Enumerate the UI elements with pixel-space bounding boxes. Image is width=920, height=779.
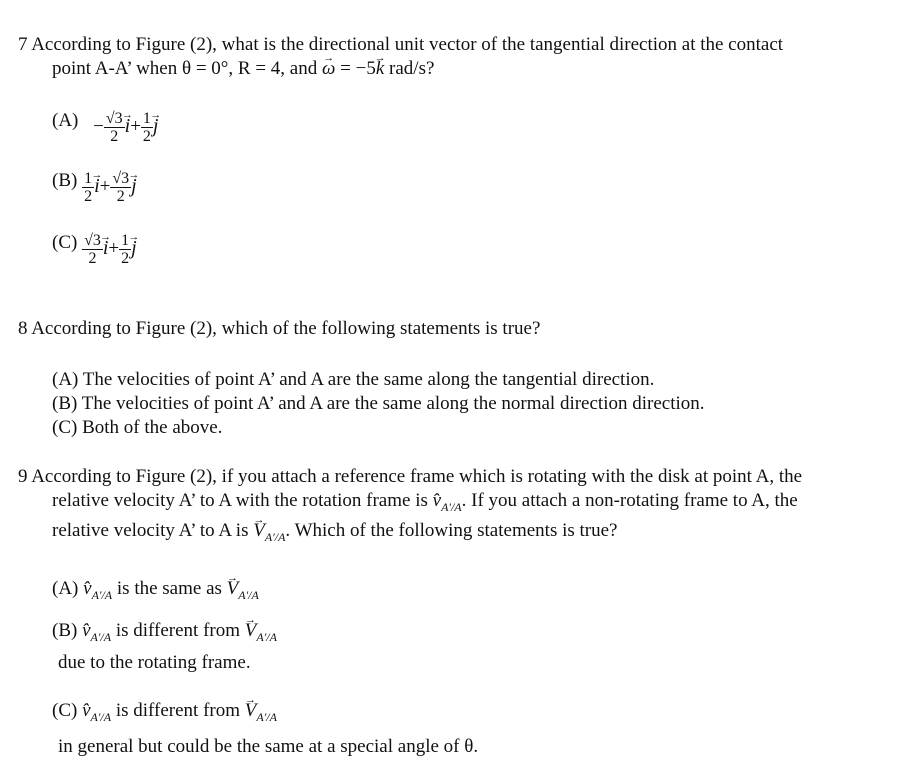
i-unit-vector: → i: [94, 175, 100, 197]
q8-stem: 8 According to Figure (2), which of the following statements is true?: [18, 318, 541, 339]
q9-option-b[interactable]: (B) $v̂_{A'/A}$ is different from → $V_{A'/A}$: [52, 620, 277, 648]
j-unit-vector: → j: [153, 115, 159, 137]
q9-option-b-cont: due to the rotating frame.: [58, 652, 251, 673]
i-unit-vector: → i: [103, 237, 109, 259]
j-unit-vector: → j: [131, 175, 137, 197]
q9-stem-line1: 9 According to Figure (2), if you attach a reference frame which is rotating with the disk at point A, the: [18, 466, 803, 487]
q8-option-a[interactable]: (A) The velocities of point A’ and A are the same along the tangential direction.: [52, 369, 655, 390]
fraction: $\frac{1}{2}$: [121, 232, 130, 267]
q7-stem-line1: [18, 34, 783, 56]
q8-option-b[interactable]: (B) The velocities of point A’ and A are the same along the normal direction direction.: [52, 393, 705, 414]
q7-stem-line2: point A-A’ when θ = 0°, R = 4, and → ω = −5→ k rad/s?: [52, 58, 434, 80]
fraction: $\frac{1}{2}$: [142, 110, 151, 145]
v-relative-nonrotating: → V: [253, 520, 265, 542]
i-unit-vector: → i: [125, 115, 131, 137]
q9-stem-line2: relative velocity A’ to A with the rotation frame is $v̂_{A'/A}$. If you attach a non-rotating frame to A, the: [52, 490, 798, 514]
q9-option-c[interactable]: (C) $v̂_{A'/A}$ is different from → $V_{A'/A}$: [52, 700, 277, 728]
fraction: $\frac{1}{2}$: [84, 170, 93, 205]
j-unit-vector: → j: [131, 237, 137, 259]
fraction: $\frac{√3}{2}$: [112, 170, 130, 205]
q7-option-a[interactable]: (A) − $\frac{√3}{2}$ → i+ $\frac{1}{2}$ → j: [52, 110, 158, 145]
q9-option-c-cont: in general but could be the same at a special angle of θ.: [58, 736, 479, 757]
v-relative-rotating: v̂: [432, 490, 442, 511]
fraction: $\frac{√3}{2}$: [84, 232, 101, 267]
k-unit-vector: → k: [376, 58, 384, 80]
q7-option-b[interactable]: (B) $\frac{1}{2}$ → i+ $\frac{√3}{2}$ → j: [52, 170, 137, 205]
q7-option-c[interactable]: (C) $\frac{√3}{2}$ → i+ $\frac{1}{2}$ → j: [52, 232, 137, 267]
fraction: $\frac{√3}{2}$: [105, 110, 123, 145]
q7-stem-text: 7 According to Figure (2), what is the directional unit vector of the tangential direction at the contact: [18, 34, 784, 55]
q8-option-c[interactable]: (C) Both of the above.: [52, 417, 223, 438]
omega-vector: → ω: [322, 58, 335, 80]
q9-stem-line3: relative velocity A’ to A is → $V_{A'/A}$. Which of the following statements is true?: [52, 520, 617, 548]
q9-option-a[interactable]: (A) $v̂_{A'/A}$ is the same as → $V_{A'/A}$: [52, 578, 259, 606]
